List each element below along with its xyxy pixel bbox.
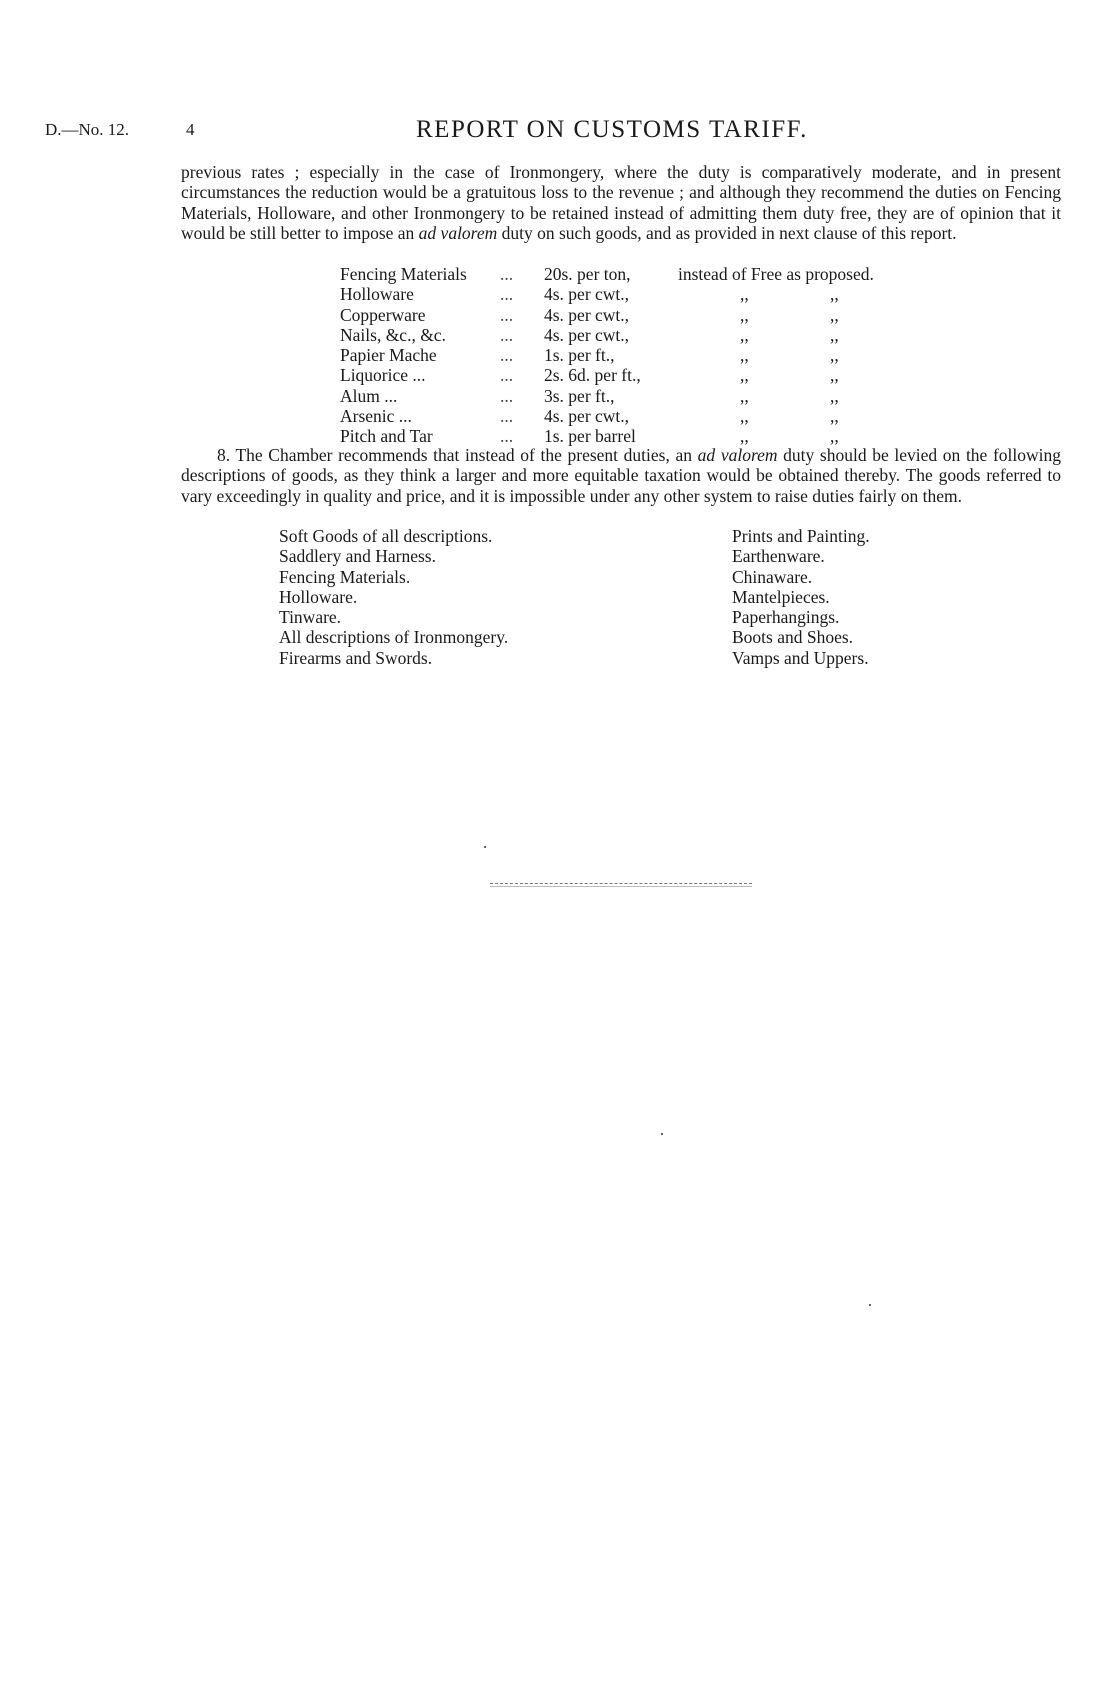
tariff-row	[340, 406, 940, 426]
goods-item: Paperhangings.	[732, 607, 840, 628]
tariff-rate: 3s. per ft.,	[544, 385, 615, 406]
tariff-rate: 1s. per ft.,	[544, 345, 615, 366]
leader-dots: ...	[500, 426, 514, 447]
tariff-rate: 4s. per cwt.,	[544, 324, 630, 345]
tariff-rate: 20s. per ton,	[544, 264, 631, 284]
print-speck	[661, 1133, 663, 1135]
page-header	[0, 116, 1114, 146]
tariff-row	[340, 325, 940, 345]
paragraph-clause-8	[181, 445, 1061, 506]
tariff-row	[340, 426, 940, 446]
ditto-mark: ,,	[830, 324, 839, 345]
document-code: D.—No. 12.	[45, 120, 130, 139]
end-rule	[490, 883, 752, 884]
ditto-mark: ,,	[830, 345, 839, 366]
goods-item: Mantelpieces.	[732, 586, 830, 607]
goods-list-left	[279, 526, 508, 668]
paragraph-text: 8. The Chamber recommends that instead of the present duties, an	[217, 445, 693, 465]
tariff-row	[340, 365, 940, 385]
leader-dots: ...	[500, 365, 514, 386]
tariff-item: Liquorice ...	[340, 365, 426, 386]
goods-item: Boots and Shoes.	[732, 627, 854, 648]
leader-dots: ...	[500, 284, 514, 305]
tariff-row	[340, 386, 940, 406]
tariff-row	[340, 284, 940, 304]
italic-term: ad valorem	[418, 222, 498, 243]
tariff-item: Nails, &c., &c.	[340, 324, 446, 345]
paragraph-previous-rates	[181, 162, 1061, 243]
tariff-item: Arsenic ...	[340, 406, 412, 427]
tariff-item: Papier Mache	[340, 345, 437, 366]
ditto-mark: ,,	[740, 365, 749, 386]
tariff-rate: 2s. 6d. per ft.,	[544, 365, 641, 386]
ditto-mark: ,,	[740, 406, 749, 427]
tariff-item: Pitch and Tar	[340, 426, 433, 447]
goods-item: Fencing Materials.	[279, 566, 411, 587]
goods-list-right	[732, 526, 870, 668]
goods-item: Tinware.	[279, 607, 342, 628]
tariff-rate: 4s. per cwt.,	[544, 284, 630, 305]
goods-item: Vamps and Uppers.	[732, 647, 869, 668]
tariff-item: Fencing Materials	[340, 264, 467, 284]
goods-item: All descriptions of Ironmongery.	[279, 627, 509, 648]
tariff-row	[340, 264, 940, 284]
tariff-rate: 4s. per cwt.,	[544, 304, 630, 325]
leader-dots: ...	[500, 385, 514, 406]
ditto-mark: ,,	[740, 385, 749, 406]
tariff-item: Copperware	[340, 304, 426, 325]
ditto-mark: ,,	[740, 426, 749, 447]
ditto-mark: ,,	[830, 284, 839, 305]
italic-term: ad valorem	[697, 445, 778, 465]
paragraph-text: duty should be levied on the following descriptions of goods, as they think a larger and more equitable taxation would be obtained thereby. The goods referred to vary exceedingly in quality and price, and it is impossible under any other system to raise duties fairly on them.	[181, 445, 1062, 506]
goods-item: Holloware.	[279, 586, 358, 607]
leader-dots: ...	[500, 324, 514, 345]
leader-dots: ...	[500, 345, 514, 366]
goods-item: Firearms and Swords.	[279, 647, 433, 668]
goods-item: Earthenware.	[732, 546, 825, 567]
ditto-mark: ,,	[740, 324, 749, 345]
tariff-row	[340, 305, 940, 325]
ditto-mark: ,,	[740, 284, 749, 305]
page-title: REPORT ON CUSTOMS TARIFF.	[416, 116, 808, 143]
print-speck	[869, 1304, 871, 1306]
ditto-mark: ,,	[830, 406, 839, 427]
end-rule	[490, 886, 752, 887]
leader-dots: ...	[500, 304, 514, 325]
instead-of-free-note: instead of Free as proposed.	[678, 264, 874, 284]
tariff-rate: 4s. per cwt.,	[544, 406, 630, 427]
page-number: 4	[186, 120, 195, 139]
leader-dots: ...	[500, 406, 514, 427]
tariff-item: Holloware	[340, 284, 414, 305]
ditto-mark: ,,	[740, 345, 749, 366]
goods-item: Saddlery and Harness.	[279, 546, 436, 567]
goods-item: Prints and Painting.	[732, 526, 870, 546]
goods-item: Chinaware.	[732, 566, 813, 587]
goods-item: Soft Goods of all descriptions.	[279, 526, 493, 546]
paragraph-text: previous rates ; especially in the case of Ironmongery, where the duty is comparatively moderate, and in present circumstances the reduction would be a gratuitous loss to the revenue ; and although they recommend the duties on Fencing Materials, Holloware, and other Ironmongery to be retained instead of admitting them duty free, they are of opinion that it would be still better to impose an	[181, 162, 1061, 243]
ditto-mark: ,,	[740, 304, 749, 325]
tariff-rate: 1s. per barrel	[544, 426, 636, 447]
tariff-row	[340, 345, 940, 365]
ditto-mark: ,,	[830, 304, 839, 325]
ditto-mark: ,,	[830, 426, 839, 447]
tariff-table	[340, 264, 940, 447]
ditto-mark: ,,	[830, 385, 839, 406]
ditto-mark: ,,	[830, 365, 839, 386]
paragraph-text: duty on such goods, and as provided in next clause of this report.	[501, 222, 957, 243]
tariff-item: Alum ...	[340, 385, 398, 406]
print-speck	[484, 846, 486, 848]
leader-dots: ...	[500, 264, 514, 284]
